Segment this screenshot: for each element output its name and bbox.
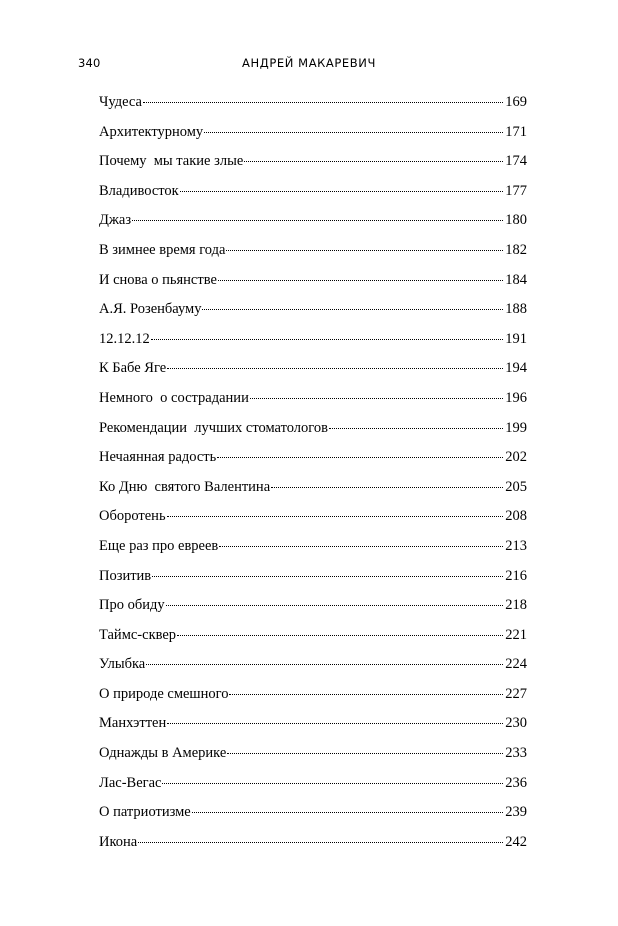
toc-entry-page: 236 (505, 774, 527, 791)
toc-entry-title: Чудеса (99, 94, 142, 110)
toc-entry-title: Архитектурному (99, 123, 204, 140)
dot-leader (217, 457, 503, 458)
dot-leader (227, 753, 503, 754)
toc-entry (99, 473, 527, 503)
dot-leader (244, 161, 503, 162)
dot-leader (219, 546, 503, 547)
toc-entry-page: 221 (505, 626, 527, 643)
dot-leader (218, 280, 503, 281)
toc-entry-page: 208 (505, 508, 527, 525)
dot-leader (202, 309, 503, 310)
toc-entry (99, 206, 527, 236)
toc-entry (99, 177, 527, 207)
toc-entry-page: 191 (505, 330, 527, 347)
toc-entry-title: И снова о пьянстве (99, 271, 217, 288)
dot-leader (167, 516, 504, 517)
toc-entry-title: О патриотизме (99, 804, 191, 821)
toc-entry (99, 414, 527, 444)
dot-leader (226, 250, 503, 251)
toc-entry-title: Рекомендации лучших стоматологов (99, 419, 328, 436)
toc-entry (99, 354, 527, 384)
toc-entry-page: 171 (505, 123, 527, 140)
toc-entry-title: К Бабе Яге (99, 360, 167, 377)
dot-leader (132, 220, 503, 221)
toc-entry-title: Лас-Вегас (99, 774, 162, 791)
dot-leader (271, 487, 503, 488)
toc-entry-page: 184 (505, 271, 527, 288)
toc-entry-page: 199 (505, 419, 527, 436)
toc-entry (99, 621, 527, 651)
toc-entry-title: Еще раз про евреев (99, 537, 219, 554)
toc-entry (99, 295, 527, 325)
toc-entry-page: 188 (505, 301, 527, 318)
dot-leader (180, 191, 504, 192)
toc-entry-title: О природе смешного (99, 685, 229, 702)
running-head: АНДРЕЙ МАКАРЕВИЧ (242, 56, 376, 70)
dot-leader (143, 102, 503, 103)
dot-leader (177, 635, 503, 636)
toc-entry (99, 443, 527, 473)
toc-entry (99, 798, 527, 828)
dot-leader (229, 694, 503, 695)
toc-entry-title: 12.12.12 (99, 330, 150, 347)
toc-entry-page: 227 (505, 685, 527, 702)
toc-entry (99, 147, 527, 177)
dot-leader (146, 664, 503, 665)
toc-entry-page: 230 (505, 715, 527, 732)
dot-leader (151, 339, 504, 340)
toc-entry-title: Владивосток (99, 182, 179, 199)
toc-entry (99, 650, 527, 680)
dot-leader (162, 783, 503, 784)
toc-entry-page: 239 (505, 804, 527, 821)
dot-leader (167, 723, 503, 724)
toc-entry-page: 194 (505, 360, 527, 377)
toc-entry-page: 174 (505, 153, 527, 170)
toc-entry (99, 88, 527, 118)
dot-leader (167, 368, 503, 369)
toc-entry (99, 266, 527, 296)
toc-entry-title: Манхэттен (99, 715, 167, 732)
toc-entry-title: Джаз (99, 212, 132, 229)
toc-entry-title: Почему мы такие злые (99, 153, 244, 170)
toc-entry-page: 180 (505, 212, 527, 229)
toc-entry (99, 502, 527, 532)
toc-entry-page: 213 (505, 537, 527, 554)
toc-entry (99, 236, 527, 266)
dot-leader (138, 842, 503, 843)
toc-entry-page: 216 (505, 567, 527, 584)
toc-entry (99, 325, 527, 355)
toc-entry-title: А.Я. Розенбауму (99, 301, 202, 318)
toc-entry-title: Однажды в Америке (99, 745, 227, 762)
toc-entry (99, 828, 527, 858)
toc-entry (99, 384, 527, 414)
toc-entry (99, 591, 527, 621)
dot-leader (166, 605, 504, 606)
dot-leader (192, 812, 504, 813)
toc-entry (99, 709, 527, 739)
toc-entry (99, 769, 527, 799)
toc-entry (99, 532, 527, 562)
toc-entry-page: 202 (505, 449, 527, 466)
toc-entry-page: 242 (505, 833, 527, 850)
toc-entry (99, 739, 527, 769)
toc-entry-page: 205 (505, 478, 527, 495)
page-number: 340 (78, 56, 101, 70)
toc-entry-page: 218 (505, 597, 527, 614)
toc-entry-title: Таймс-сквер (99, 626, 177, 643)
toc-entry-page: 169 (505, 94, 527, 110)
dot-leader (204, 132, 503, 133)
toc-entry-title: Икона (99, 833, 138, 850)
toc-entry (99, 680, 527, 710)
toc-entry-title: Ко Дню святого Валентина (99, 478, 271, 495)
toc-entry-page: 196 (505, 389, 527, 406)
toc-entry-title: Нечаянная радость (99, 449, 217, 466)
dot-leader (250, 398, 503, 399)
toc-entry-page: 182 (505, 241, 527, 258)
toc-entry-title: Немного о сострадании (99, 389, 249, 406)
toc-entry-title: В зимнее время года (99, 241, 226, 258)
dot-leader (152, 576, 503, 577)
toc-entry-page: 224 (505, 656, 527, 673)
toc-entry-page: 233 (505, 745, 527, 762)
toc-entry-title: Позитив (99, 567, 152, 584)
toc-entry (99, 562, 527, 592)
toc-entry-title: Улыбка (99, 656, 146, 673)
toc-entry-title: Про обиду (99, 597, 165, 614)
table-of-contents (99, 88, 527, 857)
dot-leader (329, 428, 503, 429)
toc-entry-title: Оборотень (99, 508, 166, 525)
toc-entry-page: 177 (505, 182, 527, 199)
toc-entry (99, 118, 527, 148)
